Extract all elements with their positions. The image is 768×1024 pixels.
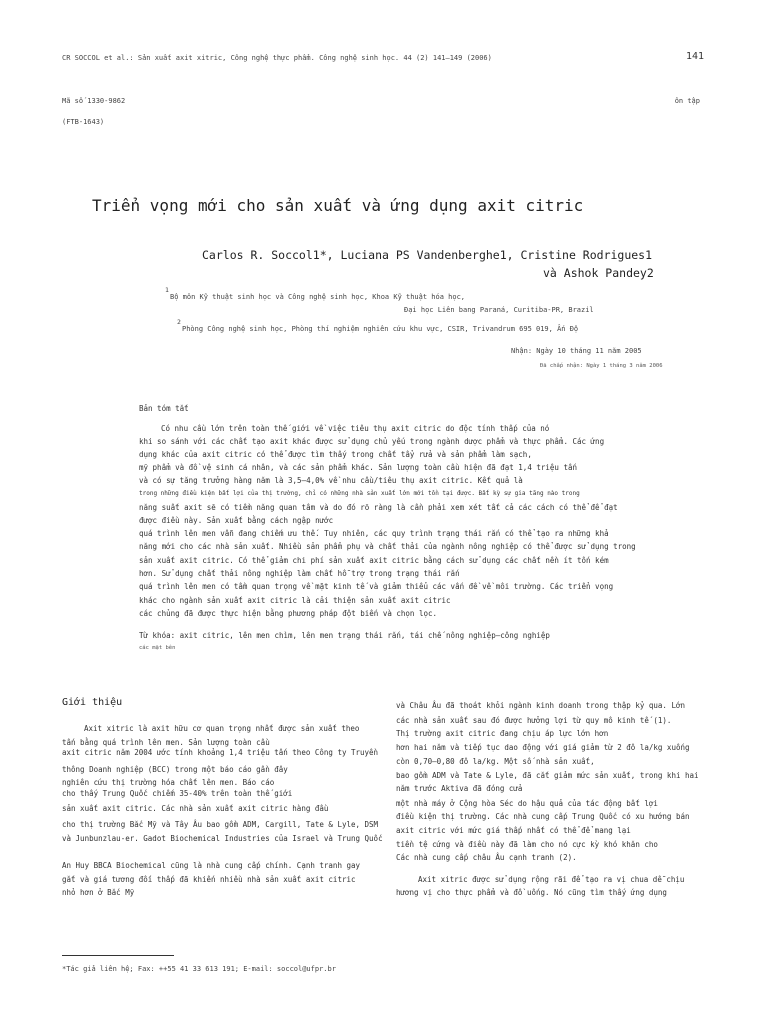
abstract-line: các chủng đã được thực hiện bằng phương pháp đột biến và chọn lọc. [139,609,438,618]
affiliation-mark-2: 2 [177,318,181,326]
abstract-line: hơn. Sử dụng chất thải nông nghiệp làm chất hỗ trợ trong trạng thái rắn [139,569,460,578]
intro-left-line: cho thấy Trung Quốc chiếm 35-40% trên toàn thế giới [62,789,293,798]
intro-left-line: gắt và giá tương đối thấp đã khiến nhiều nhà sản xuất axit citric [62,875,356,884]
affiliation-2: Phòng Công nghệ sinh học, Phòng thí nghiệm nghiên cứu khu vực, CSIR, Trivandrum 695 019, Ấn Độ [182,325,579,333]
affiliation-1-line-1: Bộ môn Kỹ thuật sinh học và Công nghệ sinh học, Khoa Kỹ thuật hóa học, [170,293,466,301]
abstract-line: dụng khác của axit citric có thể được tìm thấy trong chất tẩy rửa và sản phẩm làm sạch, [139,450,532,459]
authors-line-1: Carlos R. Soccol1*, Luciana PS Vandenberghe1, Cristine Rodrigues1 [202,248,653,262]
received-date: Nhận: Ngày 10 tháng 11 năm 2005 [511,347,642,355]
intro-right-line: năm trước Aktiva đã đóng cửa [396,784,523,793]
abstract-line: quá trình lên men vẫn đang chiếm ưu thế. Tuy nhiên, các quy trình trạng thái rắn có thể tạo ra những khả [139,529,609,538]
abstract-line: mỹ phẩm và đồ vệ sinh cá nhân, và các sản phẩm khác. Sản lượng toàn cầu hiện đã đạt 1,4 triệu tấn [139,463,577,472]
abstract-heading: Bản tóm tắt [139,404,189,413]
ftb-code: (FTB-1643) [62,118,105,126]
intro-left-line: Axit xitric là axit hữu cơ quan trọng nhất được sản xuất theo [84,724,360,733]
abstract-line: được điều này. Sản xuất bằng cách ngập nước [139,516,334,525]
intro-right-line: các nhà sản xuất sau đó được hưởng lợi từ quy mô kinh tế (1). [396,716,672,725]
intro-right-line: axit citric với mức giá thấp nhất có thể để mang lại [396,826,631,835]
intro-left-line: sản xuất axit citric. Các nhà sản xuất axit citric hàng đầu [62,804,329,813]
intro-right-line: Thị trường axit citric đang chịu áp lực lớn hơn [396,729,609,738]
intro-right-line: hơn hai năm và tiếp tục dao động với giá giảm từ 2 đô la/kg xuống [396,743,690,752]
article-type: ôn tập [674,97,700,105]
abstract-line: khi so sánh với các chất tạo axit khác được sử dụng chủ yếu trong ngành dược phẩm và thực phẩm. Các ứng [139,437,605,446]
abstract-line: khác cho ngành sản xuất axit citric là cải thiện sản xuất axit citric [139,596,451,605]
intro-heading: Giới thiệu [62,697,123,708]
abstract-line: sản xuất axit citric. Có thể giảm chi phí sản xuất axit citric bằng cách sử dụng các chất nền ít tốn kém [139,556,609,565]
page-number: 141 [685,51,704,62]
intro-right-line: Các nhà cung cấp châu Âu cạnh tranh (2). [396,853,577,862]
abstract-line: Có nhu cầu lớn trên toàn thế giới về việc tiêu thụ axit citric do độc tính thấp của nó [161,424,550,433]
footnote-rule [62,955,174,956]
intro-right-line: hương vị cho thực phẩm và đồ uống. Nó cũng tìm thấy ứng dụng [396,888,667,897]
intro-left-line: thông Doanh nghiệp (BCC) trong một báo cáo gần đây [62,765,288,774]
abstract-line: và có sự tăng trưởng hàng năm là 3,5–4,0% về nhu cầu/tiêu thụ axit citric. Kết quả là [139,476,523,485]
intro-left-line: An Huy BBCA Biochemical cũng là nhà cung cấp chính. Cạnh tranh gay [62,861,361,870]
footnote: *Tác giả liên hệ; Fax: ++55 41 33 613 191; E-mail: soccol@ufpr.br [62,965,336,973]
keywords: Từ khóa: axit citric, lên men chìm, lên men trạng thái rắn, tái chế nông nghiệp–công nghiệp [139,631,550,640]
intro-right-line: Axit xitric được sử dụng rộng rãi để tạo ra vị chua dễ chịu [418,875,685,884]
abstract-line: quá trình lên men có tầm quan trọng về mặt kinh tế và giảm thiểu các vấn đề về môi trường. Các triển vọng [139,582,614,591]
intro-left-line: cho thị trường Bắc Mỹ và Tây Âu bao gồm ADM, Cargill, Tate & Lyle, DSM [62,820,379,829]
intro-left-line: axit citric năm 2004 ước tính khoảng 1,4 triệu tấn theo Công ty Truyền [62,748,379,757]
intro-right-line: và Châu Âu đã thoát khỏi ngành kinh doanh trong thập kỷ qua. Lớn [396,701,685,710]
authors-line-2: và Ashok Pandey2 [543,266,654,280]
intro-right-line: một nhà máy ở Cộng hòa Séc do hậu quả của tác động bất lợi [396,799,658,808]
paper-title: Triển vọng mới cho sản xuất và ứng dụng axit citric [92,196,584,215]
intro-right-line: bao gồm ADM và Tate & Lyle, đã cắt giảm mức sản xuất, trong khi hai [396,771,699,780]
affiliation-mark-1: 1 [165,286,169,294]
affiliation-1-line-2: Đại học Liên bang Paraná, Curitiba-PR, Brazil [404,306,594,314]
intro-right-line: còn 0,70–0,80 đô la/kg. Một số nhà sản xuất, [396,757,595,766]
intro-left-line: và Junbunzlau-er. Gadot Biochemical Industries của Israel và Trung Quốc [62,834,383,843]
intro-left-line: nhỏ hơn ở Bắc Mỹ [62,888,135,897]
intro-left-line: tấn bằng quá trình lên men. Sản lượng toàn cầu [62,738,270,747]
intro-left-line: nghiên cứu thị trường hóa chất lên men. Báo cáo [62,778,275,787]
abstract-line: năng suất axit sẽ có tiềm năng quan tâm và do đó rõ ràng là cần phải xem xét tất cả các cách có thể để đạt [139,503,618,512]
issn: Mã số 1330-9862 [62,97,126,105]
abstract-line: trong những điều kiện bất lợi của thị trường, chỉ có những nhà sản xuất lớn mới tồn tại được. Bất kỳ sự gia tăng nào trong [139,490,580,497]
accepted-date: Đã chấp nhận: Ngày 1 tháng 3 năm 2006 [540,363,663,369]
abstract-line: năng mới cho các nhà sản xuất. Nhiều sản phẩm phụ và chất thải của ngành nông nghiệp có thể được sử dụng trong [139,542,636,551]
running-head: CR SOCCOL et al.: Sản xuất axit xitric, Công nghệ thực phẩm. Công nghệ sinh học. 44 (2) 141–149 (2006) [62,54,492,62]
intro-right-line: điều kiện thị trường. Các nhà cung cấp Trung Quốc có xu hướng bán [396,812,690,821]
intro-right-line: tiền tệ cứng và điều này đã làm cho nó cực kỳ khó khăn cho [396,840,658,849]
keywords-continued: các mặt bên [139,645,176,651]
